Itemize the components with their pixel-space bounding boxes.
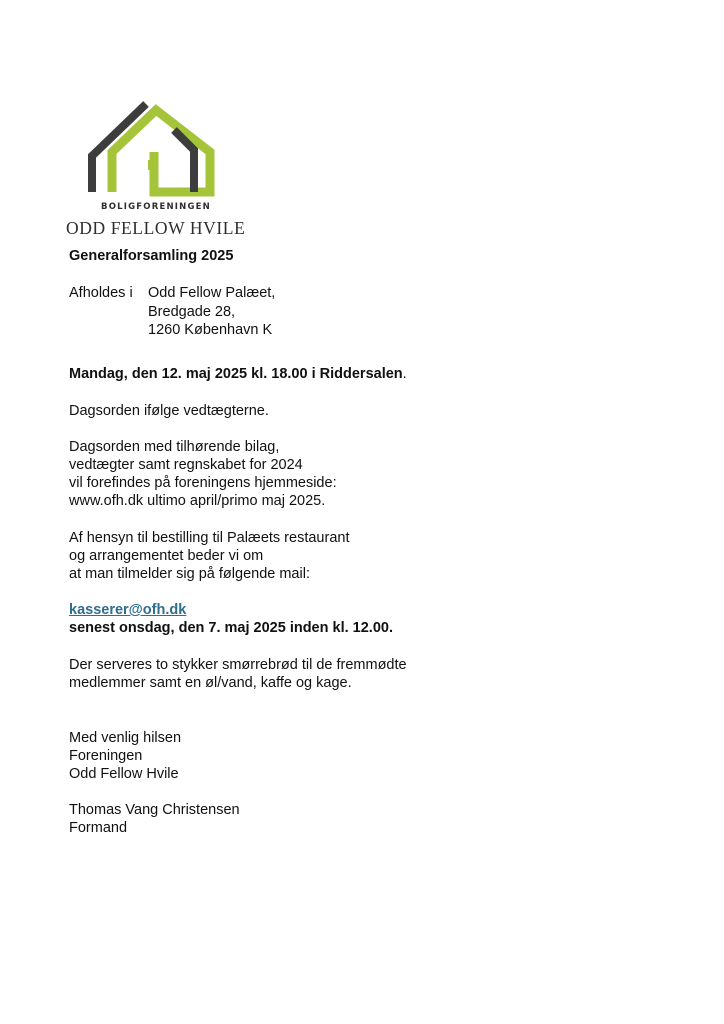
meeting-date-period: .	[402, 366, 407, 382]
email-row	[69, 601, 186, 619]
meeting-date	[69, 365, 407, 383]
closing-line: Odd Fellow Hvile	[69, 766, 179, 782]
closing-line: Foreningen	[69, 748, 143, 764]
signup-line: Af hensyn til bestilling til Palæets restaurant	[69, 530, 350, 546]
signature-title: Formand	[69, 820, 128, 836]
documents-line: Dagsorden med tilhørende bilag,	[69, 439, 280, 455]
documents-line: vil forefindes på foreningens hjemmeside:	[69, 475, 337, 491]
food-line: medlemmer samt en øl/vand, kaffe og kage.	[69, 675, 352, 691]
signature-name: Thomas Vang Christensen	[69, 802, 240, 818]
address-line: Odd Fellow Palæet,	[148, 285, 276, 301]
email-link[interactable]: kasserer@ofh.dk	[69, 602, 187, 618]
address-block	[148, 284, 275, 340]
deadline-text: senest onsdag, den 7. maj 2025 inden kl. 12.00.	[69, 620, 393, 636]
signup-line: at man tilmelder sig på følgende mail:	[69, 566, 310, 582]
agenda-text: Dagsorden ifølge vedtægterne.	[69, 403, 269, 419]
document-title: Generalforsamling 2025	[69, 248, 234, 264]
address-label: Afholdes i	[69, 285, 133, 301]
meeting-date-text: Mandag, den 12. maj 2025 kl. 18.00 i Riddersalen	[69, 366, 403, 382]
logo-title: ODD FELLOW HVILE	[66, 218, 246, 238]
logo-subtitle: BOLIGFORENINGEN	[101, 202, 211, 212]
documents-line: www.ofh.dk ultimo april/primo maj 2025.	[69, 493, 326, 509]
documents-line: vedtægter samt regnskabet for 2024	[69, 457, 303, 473]
closing-line: Med venlig hilsen	[69, 730, 182, 746]
food-line: Der serveres to stykker smørrebrød til de fremmødte	[69, 657, 407, 673]
address-line: Bredgade 28,	[148, 303, 236, 320]
address-line: 1260 København K	[148, 322, 273, 338]
signup-line: og arrangementet beder vi om	[69, 548, 264, 564]
